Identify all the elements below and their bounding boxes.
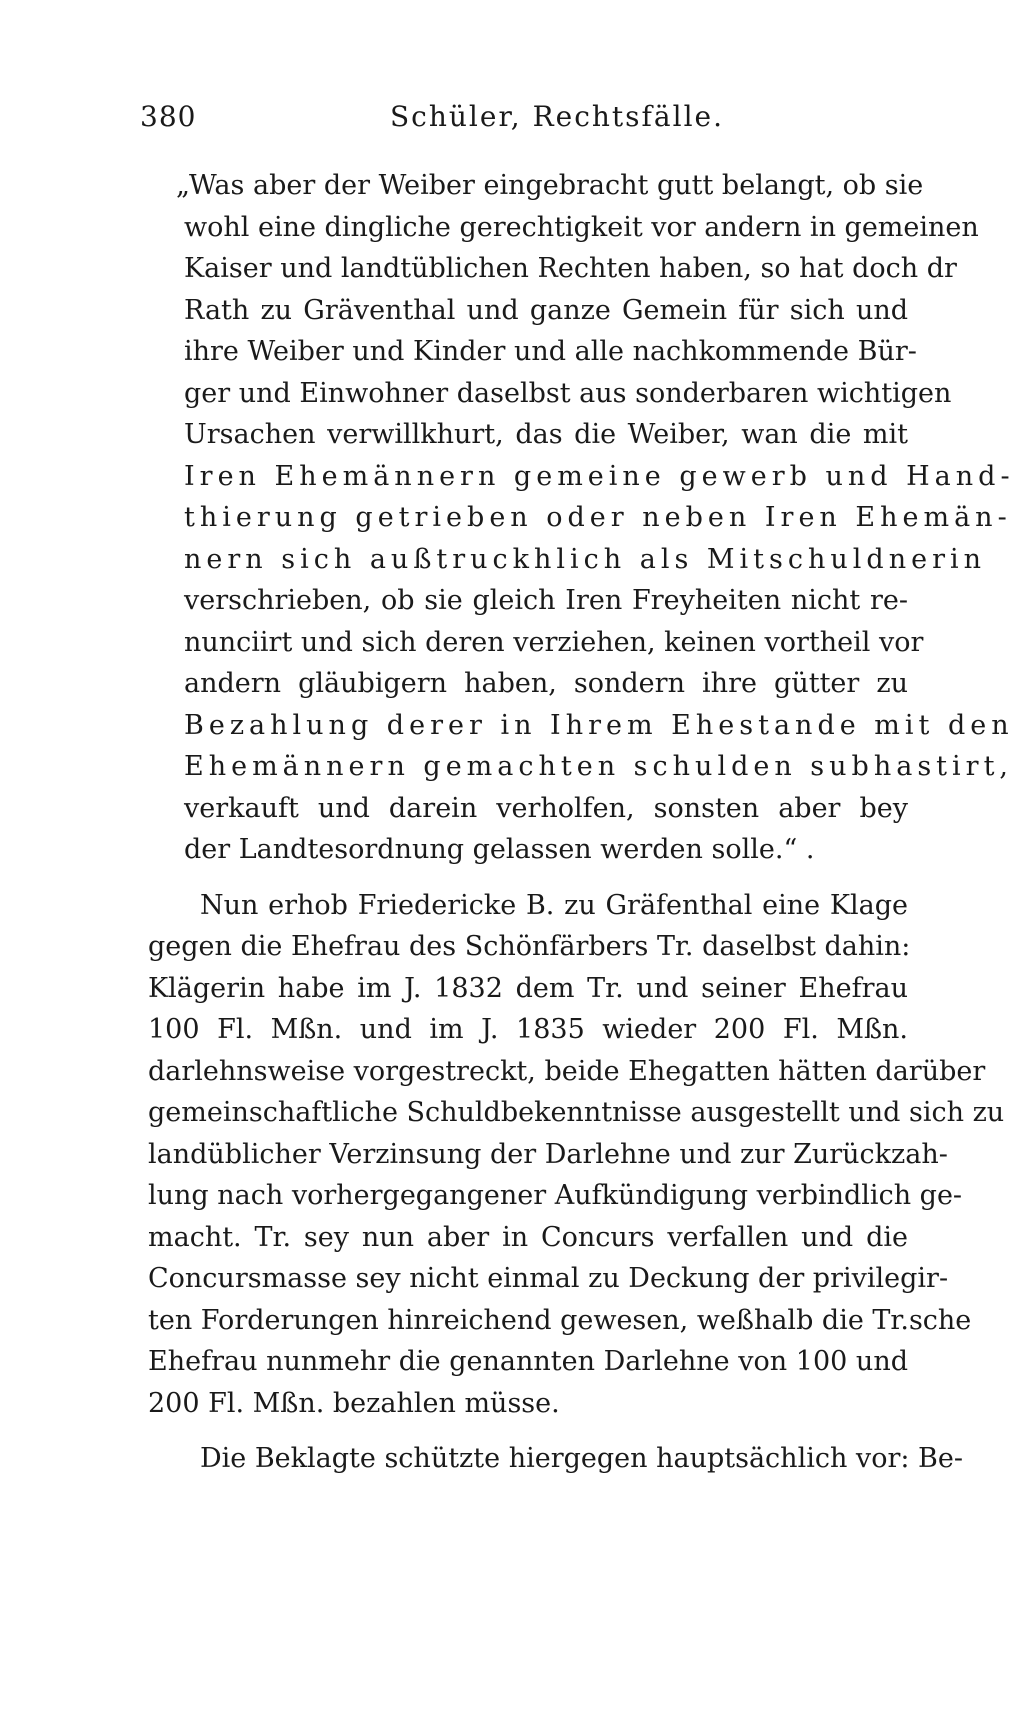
text-line: Nun erhob Friedericke B. zu Gräfenthal eine Klage (200, 889, 908, 921)
text-line: ger und Einwohner daselbst aus sonderbaren wichtigen (184, 377, 952, 409)
text-line: verkauft und darein verholfen, sonsten aber bey (184, 792, 908, 824)
text-line: Rath zu Gräventhal und ganze Gemein für sich und (184, 294, 908, 326)
text-line: Kaiser und landtüblichen Rechten haben, so hat doch dr (184, 253, 957, 284)
text-line: nern sich außtruckhlich als Mitschuldnerin (184, 543, 987, 575)
text-line: gemeinschaftliche Schuldbekenntnisse ausgestellt und sich zu (148, 1097, 1005, 1128)
text-line: Iren Ehemännern gemeine gewerb und Hand- (184, 460, 1015, 492)
text-line: nunciirt und sich deren verziehen, keinen vortheil vor (184, 626, 924, 658)
text-line: andern gläubigern haben, sondern ihre gütter zu (184, 668, 908, 699)
text-line: wohl eine dingliche gerechtigkeit vor andern in gemeinen (184, 211, 979, 243)
text-line: thierung getrieben oder neben Iren Ehemän- (184, 502, 1012, 533)
text-line: gegen die Ehefrau des Schönfärbers Tr. daselbst dahin: (148, 931, 911, 962)
text-line: verschrieben, ob sie gleich Iren Freyheiten nicht re- (184, 585, 908, 616)
text-line: der Landtesordnung gelassen werden solle.“ . (184, 834, 815, 865)
text-line: Ehefrau nunmehr die genannten Darlehne von 100 und (148, 1346, 908, 1377)
text-line: Die Beklagte schützte hiergegen hauptsächlich vor: Be- (200, 1443, 963, 1474)
text-line: Ursachen verwillkhurt, das die Weiber, wan die mit (184, 419, 908, 450)
paragraph-claim (148, 885, 1005, 1425)
text-line: 200 Fl. Mßn. bezahlen müsse. (148, 1387, 560, 1419)
text-line: Bezahlung derer in Ihrem Ehestande mit den (184, 709, 1014, 741)
text-line: darlehnsweise vorgestreckt, beide Ehegatten hätten darüber (148, 1055, 986, 1087)
page-number: 380 (140, 100, 197, 133)
text-line: 100 Fl. Mßn. und im J. 1835 wieder 200 Fl. Mßn. (148, 1014, 908, 1045)
text-line: ihre Weiber und Kinder und alle nachkommende Bür- (184, 336, 917, 367)
text-line: landüblicher Verzinsung der Darlehne und zur Zurückzah- (148, 1138, 948, 1170)
text-line: ten Forderungen hinreichend gewesen, weßhalb die Tr.sche (148, 1304, 972, 1336)
quoted-statute (148, 165, 1015, 871)
text-line: macht. Tr. sey nun aber in Concurs verfallen und die (148, 1221, 908, 1253)
text-line: lung nach vorhergegangener Aufkündigung verbindlich ge- (148, 1180, 963, 1211)
text-line: Klägerin habe im J. 1832 dem Tr. und seiner Ehefrau (148, 972, 908, 1004)
running-head: Schüler, Rechtsfälle. (390, 100, 724, 133)
text-line: Concursmasse sey nicht einmal zu Deckung der privilegir- (148, 1263, 949, 1294)
text-line: Ehemännern gemachten schulden subhastirt, (184, 751, 1014, 782)
text-line: „Was aber der Weiber eingebracht gutt belangt, ob sie (176, 170, 924, 201)
page-header (140, 100, 900, 144)
body-text (148, 165, 1015, 1480)
paragraph-defense (148, 1438, 963, 1480)
